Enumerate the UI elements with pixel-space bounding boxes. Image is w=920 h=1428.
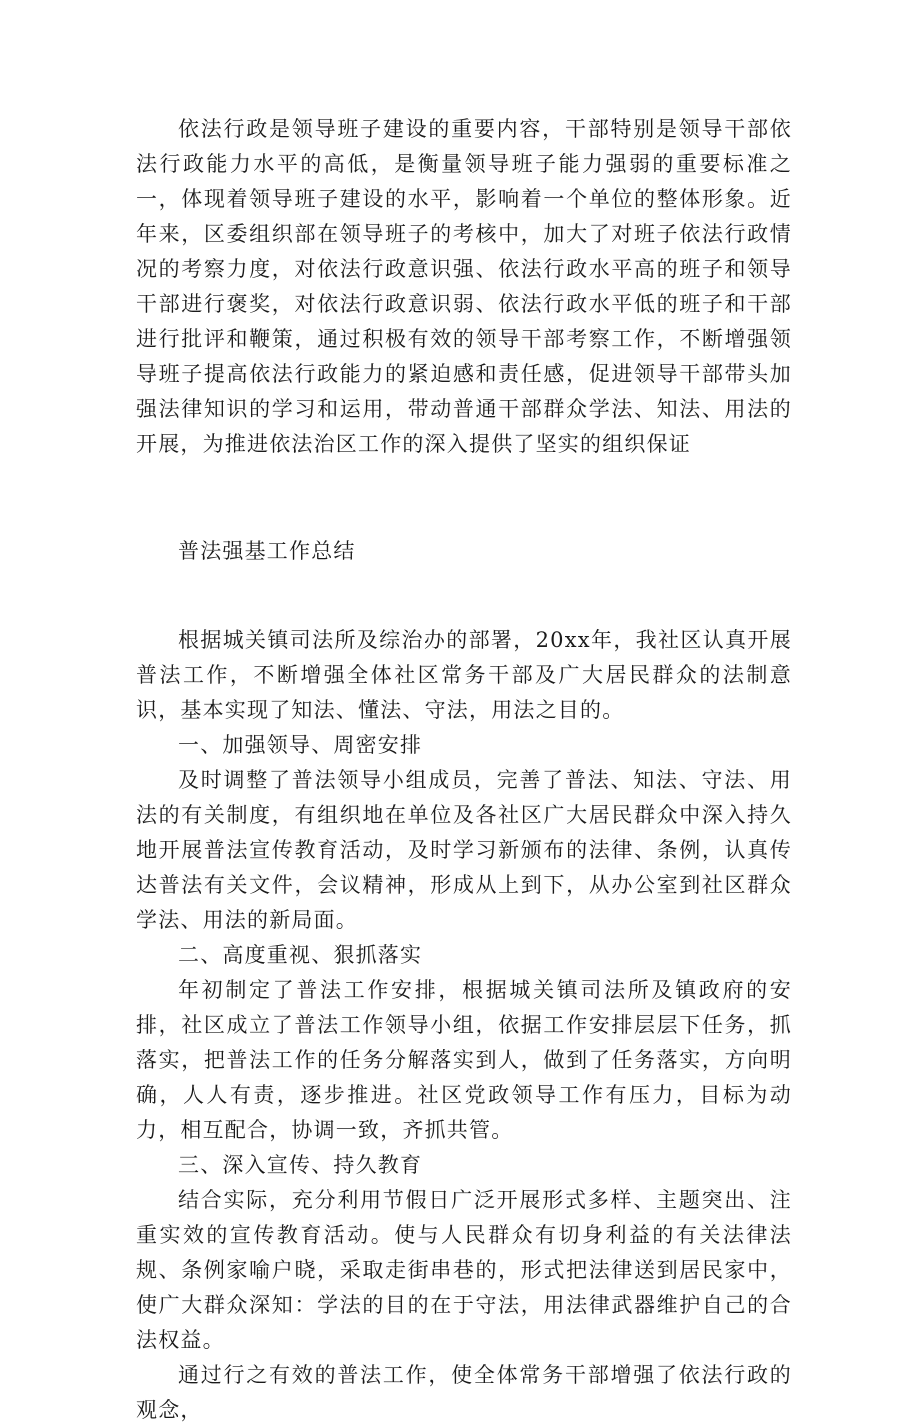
section-heading: 二、高度重视、狠抓落实 (178, 943, 423, 967)
document-body (136, 112, 792, 1428)
section-body: 及时调整了普法领导小组成员，完善了普法、知法、守法、用法的有关制度，有组织地在单位及各社区广大居民群众中深入持久地开展普法宣传教育活动，及时学习新颁布的法律、条例，认真传达普法有关文件，会议精神，形成从上到下，从办公室到社区群众学法、用法的新局面。 (136, 768, 792, 932)
section-heading: 三、深入宣传、持久教育 (178, 1153, 423, 1177)
summary-intro-paragraph: 根据城关镇司法所及综治办的部署，20xx年，我社区认真开展普法工作，不断增强全体社区常务干部及广大居民群众的法制意识，基本实现了知法、懂法、守法，用法之目的。 (136, 628, 792, 722)
spacer (136, 462, 792, 534)
spacer (136, 569, 792, 623)
section-body: 结合实际，充分利用节假日广泛开展形式多样、主题突出、注重实效的宣传教育活动。使与人民群众有切身利益的有关法律法规、条例家喻户晓，采取走街串巷的，形式把法律送到居民家中，使广大群众深知：学法的目的在于守法，用法律武器维护自己的合法权益。 (136, 1188, 792, 1352)
summary-title: 普法强基工作总结 (178, 539, 356, 563)
closing-paragraph: 通过行之有效的普法工作，使全体常务干部增强了依法行政的观念， (136, 1363, 792, 1422)
section-heading: 一、加强领导、周密安排 (178, 733, 423, 757)
intro-paragraph: 依法行政是领导班子建设的重要内容，干部特别是领导干部依法行政能力水平的高低，是衡量领导班子能力强弱的重要标准之一，体现着领导班子建设的水平，影响着一个单位的整体形象。近年来，区委组织部在领导班子的考核中，加大了对班子依法行政情况的考察力度，对依法行政意识强、依法行政水平高的班子和领导干部进行褒奖，对依法行政意识弱、依法行政水平低的班子和干部进行批评和鞭策，通过积极有效的领导干部考察工作，不断增强领导班子提高依法行政能力的紧迫感和责任感，促进领导干部带头加强法律知识的学习和运用，带动普通干部群众学法、知法、用法的开展，为推进依法治区工作的深入提供了坚实的组织保证 (136, 117, 792, 456)
section-body: 年初制定了普法工作安排，根据城关镇司法所及镇政府的安排，社区成立了普法工作领导小组，依据工作安排层层下任务，抓落实，把普法工作的任务分解落实到人，做到了任务落实，方向明确，人人有责，逐步推进。社区党政领导工作有压力，目标为动力，相互配合，协调一致，齐抓共管。 (136, 978, 792, 1142)
